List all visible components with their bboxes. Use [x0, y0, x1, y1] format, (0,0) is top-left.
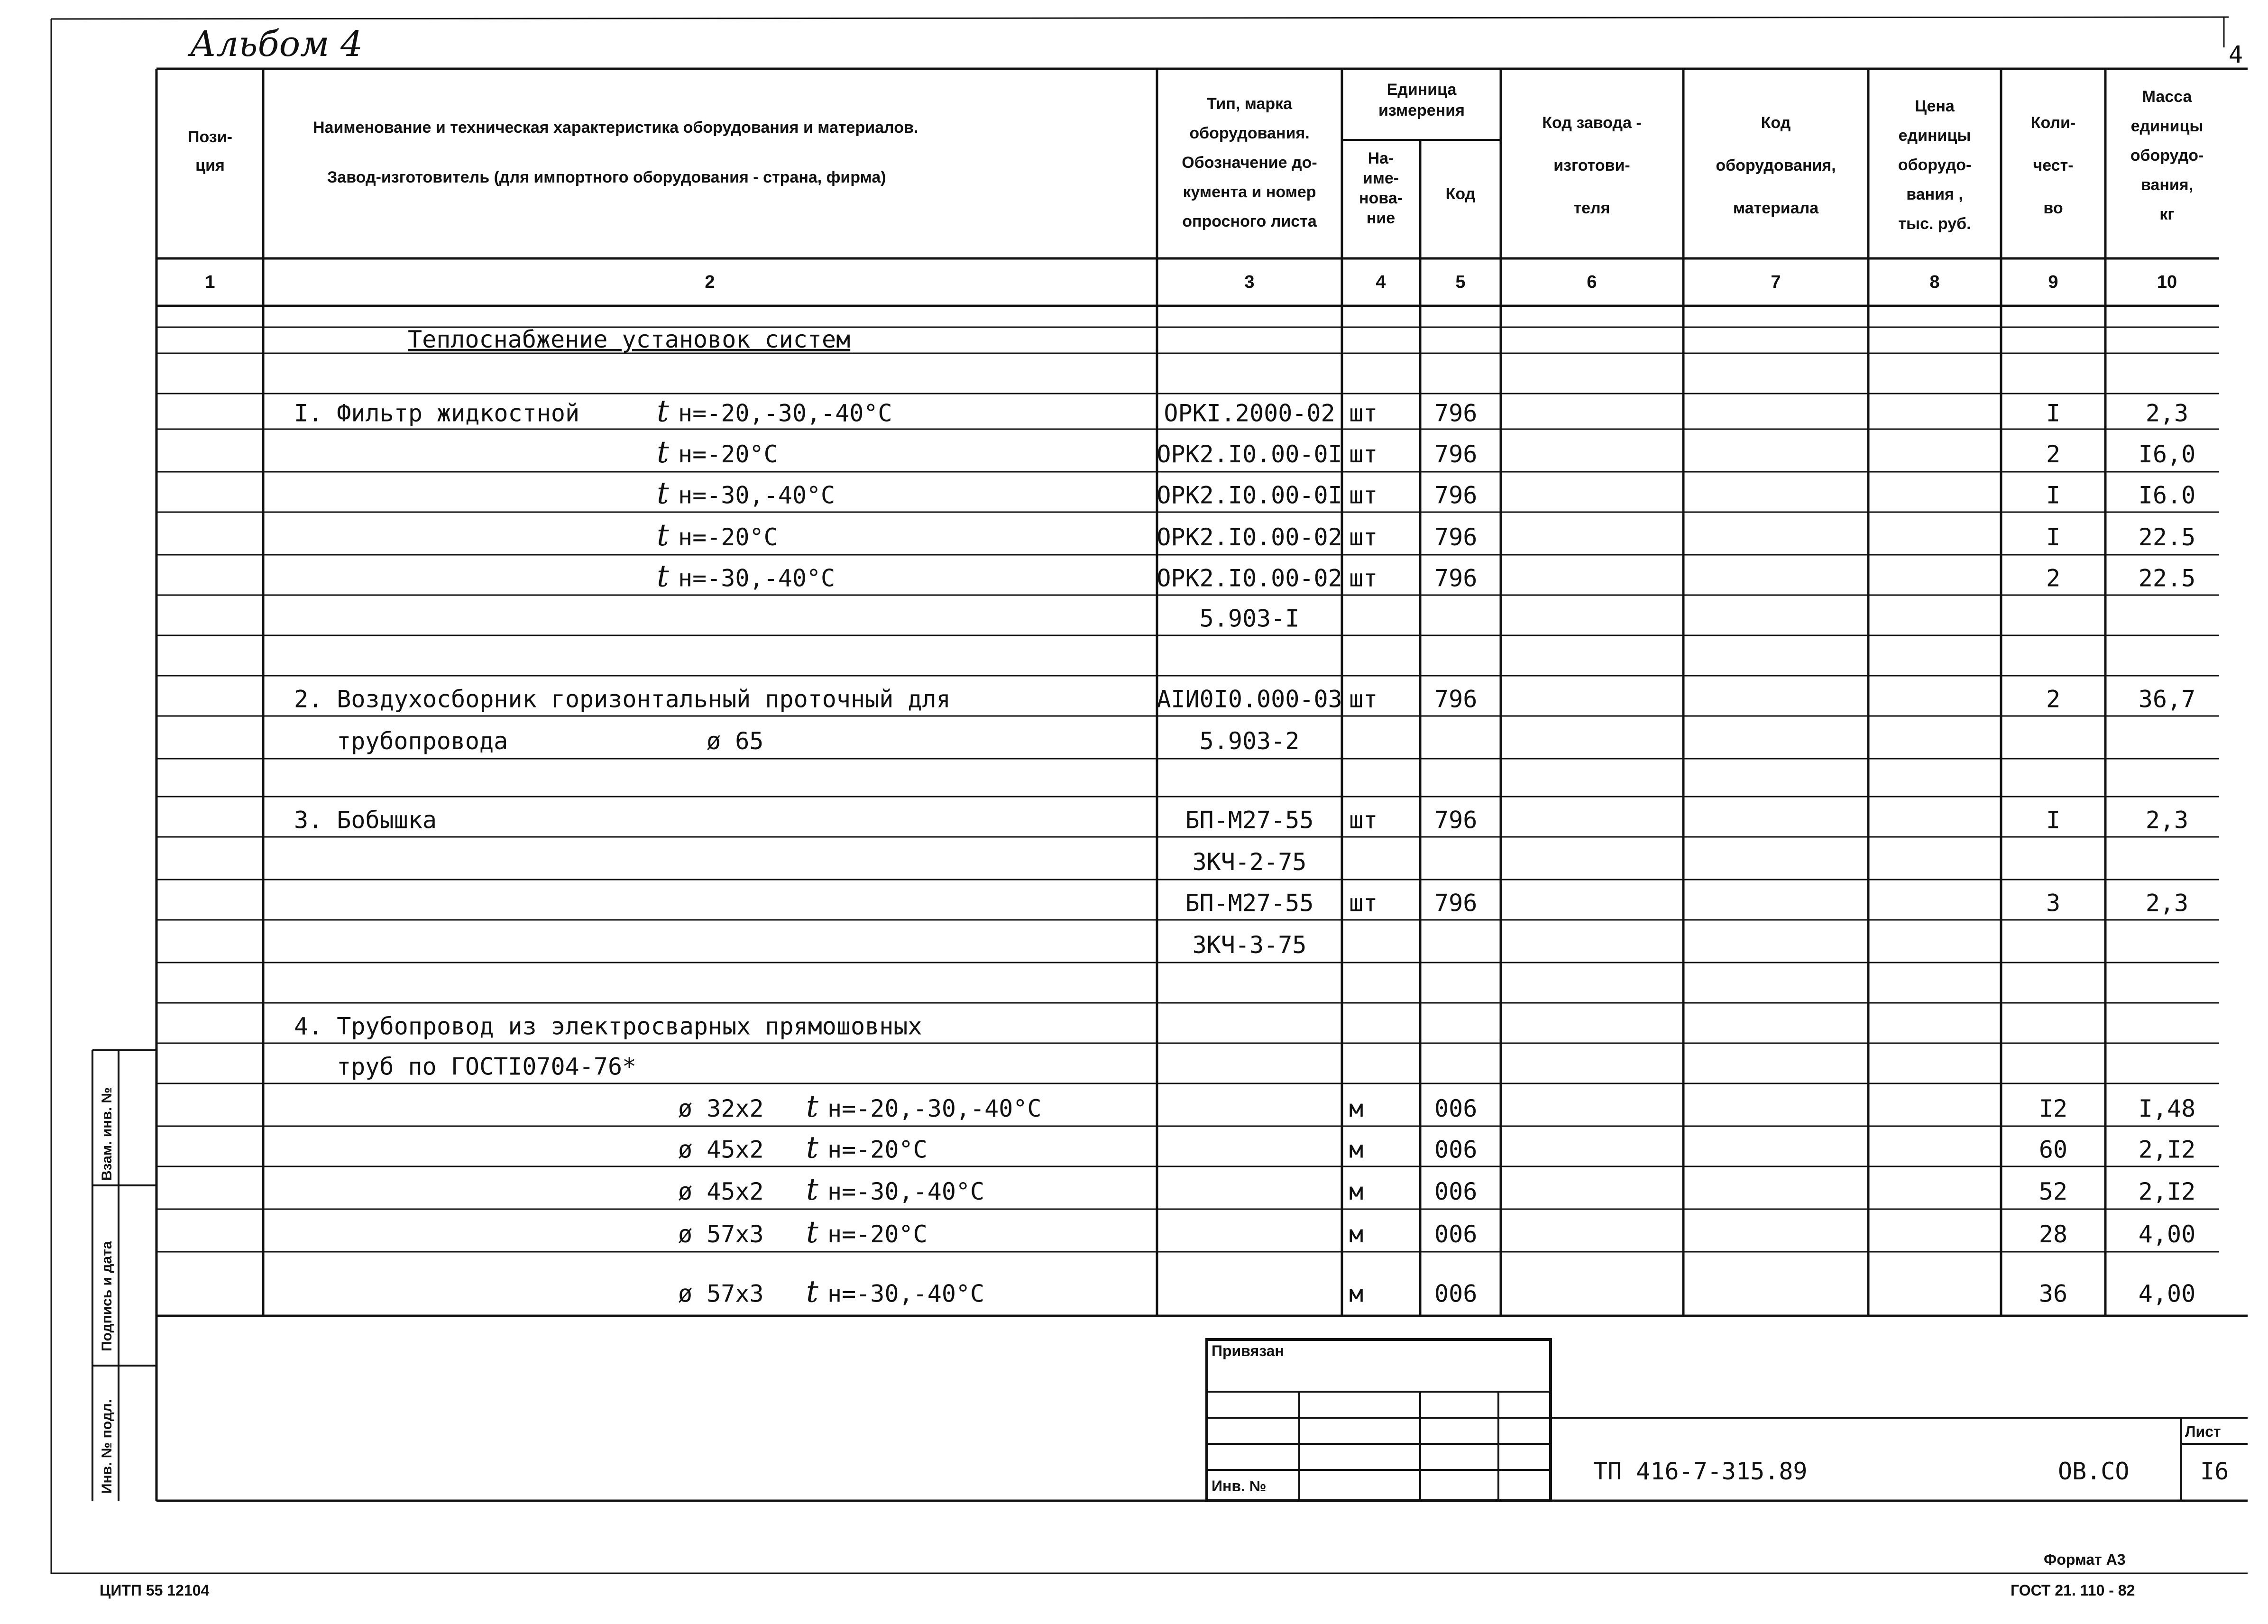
row-type: БП-М27-55 [1185, 806, 1314, 834]
table-row [657, 476, 2195, 511]
sheet-number: I6 [2200, 1458, 2229, 1485]
row-code: 796 [1434, 889, 1478, 917]
temperature-symbol-icon: t [657, 559, 669, 594]
row-name: трубопровода [337, 727, 508, 755]
row-quantity: 36 [2038, 1280, 2068, 1308]
column-number: 9 [2048, 272, 2058, 292]
row-temperature: н=-20°С [678, 523, 778, 551]
row-type: БП-М27-55 [1185, 889, 1314, 917]
header-unit-mass: Масса единицы оборудо-вания, кг [2130, 88, 2204, 223]
header-unit-code: Код [1445, 185, 1476, 203]
row-mass: 2,I2 [2138, 1178, 2196, 1206]
row-unit: шт [1349, 481, 1378, 509]
side-label-signature-date: Подпись и дата [99, 1241, 115, 1351]
table-row [294, 685, 2195, 713]
row-mass: 22.5 [2138, 523, 2196, 551]
row-diameter: ø 45x2 [678, 1178, 764, 1206]
header-factory-code: Код завода -изготови-теля [1542, 114, 1642, 217]
side-label-inv-original: Инв. № подл. [99, 1399, 115, 1494]
temperature-symbol-icon: t [806, 1172, 818, 1208]
table-row [678, 1215, 2195, 1250]
table-row [1200, 605, 1300, 632]
column-number: 3 [1244, 272, 1255, 292]
document-code: ОВ.СО [2058, 1458, 2130, 1485]
row-type: ЗКЧ-2-75 [1192, 848, 1307, 876]
row-temperature: н=-20,-30,-40°С [827, 1095, 1042, 1123]
row-temperature: н=-30,-40°С [827, 1178, 985, 1206]
column-number: 1 [205, 272, 215, 292]
row-unit: шт [1349, 399, 1378, 427]
row-unit: м [1349, 1178, 1364, 1206]
header-name-line2: Завод-изготовитель (для импортного оборудования - страна, фирма) [327, 168, 886, 186]
row-unit: шт [1349, 440, 1378, 468]
row-unit: м [1349, 1095, 1364, 1123]
row-code: 796 [1434, 440, 1478, 468]
header-type: Тип, марка оборудования. Обозначение до-кумента и номер опросного листа [1182, 95, 1317, 230]
table-rows [294, 326, 2195, 1309]
temperature-symbol-icon: t [657, 476, 669, 511]
row-quantity: I [2046, 806, 2061, 834]
row-diameter: ø 32x2 [678, 1095, 764, 1123]
corner-mark: 4 [2229, 41, 2243, 68]
table-row [337, 1053, 636, 1080]
footer-format: Формат А3 [2044, 1551, 2126, 1568]
header-quantity: Коли-чест-во [2030, 114, 2076, 217]
row-temperature: н=-30,-40°С [827, 1280, 985, 1308]
table-row [294, 806, 2188, 834]
row-quantity: 52 [2038, 1178, 2068, 1206]
table-row [678, 1172, 2195, 1207]
row-code: 006 [1434, 1220, 1478, 1248]
row-mass: 22.5 [2138, 564, 2196, 592]
table-row [678, 1130, 2195, 1165]
row-temperature: н=-30,-40°С [678, 481, 836, 509]
sheet-label: Лист [2185, 1423, 2221, 1440]
row-type: ОРКI.2000-02 [1164, 399, 1335, 427]
temperature-symbol-icon: t [806, 1130, 818, 1165]
row-diameter: ø 57x3 [678, 1280, 764, 1308]
table-row [337, 727, 1299, 755]
footer-left-code: ЦИТП 55 12104 [100, 1582, 210, 1599]
row-quantity: I2 [2038, 1095, 2068, 1123]
row-unit: шт [1349, 564, 1378, 592]
row-mass: 2,3 [2145, 399, 2189, 427]
frame-lines [51, 17, 2248, 1574]
header-unit-price: Цена единицы оборудо-вания , тыс. руб. [1898, 97, 1972, 233]
row-temperature: н=-30,-40°С [678, 564, 836, 592]
row-name: 3. Бобышка [294, 806, 437, 834]
table-header [188, 81, 2204, 233]
row-unit: шт [1349, 806, 1378, 834]
row-diameter: ø 57x3 [678, 1220, 764, 1248]
temperature-symbol-icon: t [806, 1274, 818, 1310]
row-code: 796 [1434, 481, 1478, 509]
row-quantity: I [2046, 399, 2061, 427]
row-mass: I6.0 [2138, 481, 2196, 509]
row-quantity: I [2046, 523, 2061, 551]
side-label-replace-inv: Взам. инв. № [99, 1087, 115, 1181]
stamp-bound-label: Привязан [1212, 1342, 1284, 1359]
row-code: 796 [1434, 806, 1478, 834]
row-type: ОРК2.I0.00-0I [1157, 481, 1342, 509]
table-row [1193, 848, 1307, 876]
album-title: Альбом 4 [190, 24, 363, 64]
row-unit: м [1349, 1220, 1364, 1248]
row-unit: м [1349, 1280, 1364, 1308]
column-number: 8 [1929, 272, 1940, 292]
row-code: 006 [1434, 1136, 1478, 1164]
table-row [657, 559, 2195, 594]
row-mass: 2,3 [2145, 806, 2189, 834]
row-quantity: 28 [2038, 1220, 2068, 1248]
row-type: ОРК2.I0.00-02 [1157, 564, 1342, 592]
row-type: 5.903-I [1199, 605, 1300, 633]
row-code: 796 [1434, 685, 1478, 713]
row-type: ОРК2.I0.00-02 [1157, 523, 1342, 551]
row-code: 796 [1434, 564, 1478, 592]
row-name: I. Фильтр жидкостной [294, 399, 580, 427]
table-row [1185, 889, 2189, 917]
row-quantity: 60 [2038, 1136, 2068, 1164]
row-unit: м [1349, 1136, 1364, 1164]
row-mass: I6,0 [2138, 440, 2196, 468]
column-number: 5 [1455, 272, 1466, 292]
row-type: 5.903-2 [1199, 727, 1300, 755]
table-row [657, 518, 2195, 553]
header-name-line1: Наименование и техническая характеристика оборудования и материалов. [313, 119, 918, 137]
row-code: 796 [1434, 399, 1478, 427]
row-name: труб по ГОСТI0704-76* [337, 1053, 637, 1081]
footer-gost: ГОСТ 21. 110 - 82 [2011, 1582, 2135, 1599]
row-type: ЗКЧ-3-75 [1192, 931, 1307, 959]
column-number: 6 [1587, 272, 1597, 292]
row-unit: шт [1349, 685, 1378, 713]
row-name: 2. Воздухосборник горизонтальный проточный для [294, 685, 951, 713]
row-temperature: н=-20°С [827, 1136, 927, 1164]
table-row [408, 326, 850, 353]
temperature-symbol-icon: t [657, 394, 669, 429]
row-diameter: ø 65 [707, 727, 764, 755]
header-unit: Единица измерения [1378, 81, 1465, 119]
row-mass: 4,00 [2138, 1280, 2196, 1308]
row-unit: шт [1349, 889, 1378, 917]
table-row [294, 394, 2188, 429]
row-temperature: н=-20°С [827, 1220, 927, 1248]
row-quantity: 2 [2046, 440, 2061, 468]
column-number: 4 [1376, 272, 1386, 292]
header-equipment-code: Код оборудования, материала [1716, 114, 1836, 217]
column-number: 7 [1771, 272, 1781, 292]
row-mass: 4,00 [2138, 1220, 2196, 1248]
row-mass: 2,3 [2145, 889, 2189, 917]
header-unit-name: На-име-нова-ние [1359, 149, 1403, 227]
row-name: 4. Трубопровод из электросварных прямошовных [294, 1012, 922, 1040]
row-quantity: 2 [2046, 564, 2061, 592]
row-temperature: н=-20°С [678, 440, 778, 468]
row-diameter: ø 45x2 [678, 1136, 764, 1164]
table-row [678, 1089, 2195, 1124]
row-quantity: I [2046, 481, 2061, 509]
table-row [678, 1274, 2195, 1309]
row-temperature: н=-20,-30,-40°С [678, 399, 892, 427]
temperature-symbol-icon: t [657, 518, 669, 553]
column-numbers [205, 272, 2177, 292]
row-name: Теплоснабжение установок систем [408, 325, 851, 353]
table-row [657, 435, 2195, 470]
row-type: ОРК2.I0.00-0I [1157, 440, 1342, 468]
header-position: Пози-ция [188, 128, 232, 174]
row-quantity: 3 [2046, 889, 2061, 917]
column-number: 2 [705, 272, 715, 292]
stamp-inv-label: Инв. № [1212, 1477, 1267, 1495]
row-type: АIИ0I0.000-03 [1157, 685, 1342, 713]
table-row [294, 1012, 922, 1040]
temperature-symbol-icon: t [806, 1215, 818, 1250]
row-code: 796 [1434, 523, 1478, 551]
row-code: 006 [1434, 1280, 1478, 1308]
temperature-symbol-icon: t [806, 1089, 818, 1125]
row-mass: 2,I2 [2138, 1136, 2196, 1164]
column-number: 10 [2157, 272, 2177, 292]
table-row [1193, 931, 1307, 959]
document-number: ТП 416-7-315.89 [1593, 1458, 1808, 1485]
row-code: 006 [1434, 1095, 1478, 1123]
row-mass: 36,7 [2138, 685, 2196, 713]
row-quantity: 2 [2046, 685, 2061, 713]
row-unit: шт [1349, 523, 1378, 551]
row-code: 006 [1434, 1178, 1478, 1206]
temperature-symbol-icon: t [657, 435, 669, 470]
row-mass: I,48 [2138, 1095, 2196, 1123]
